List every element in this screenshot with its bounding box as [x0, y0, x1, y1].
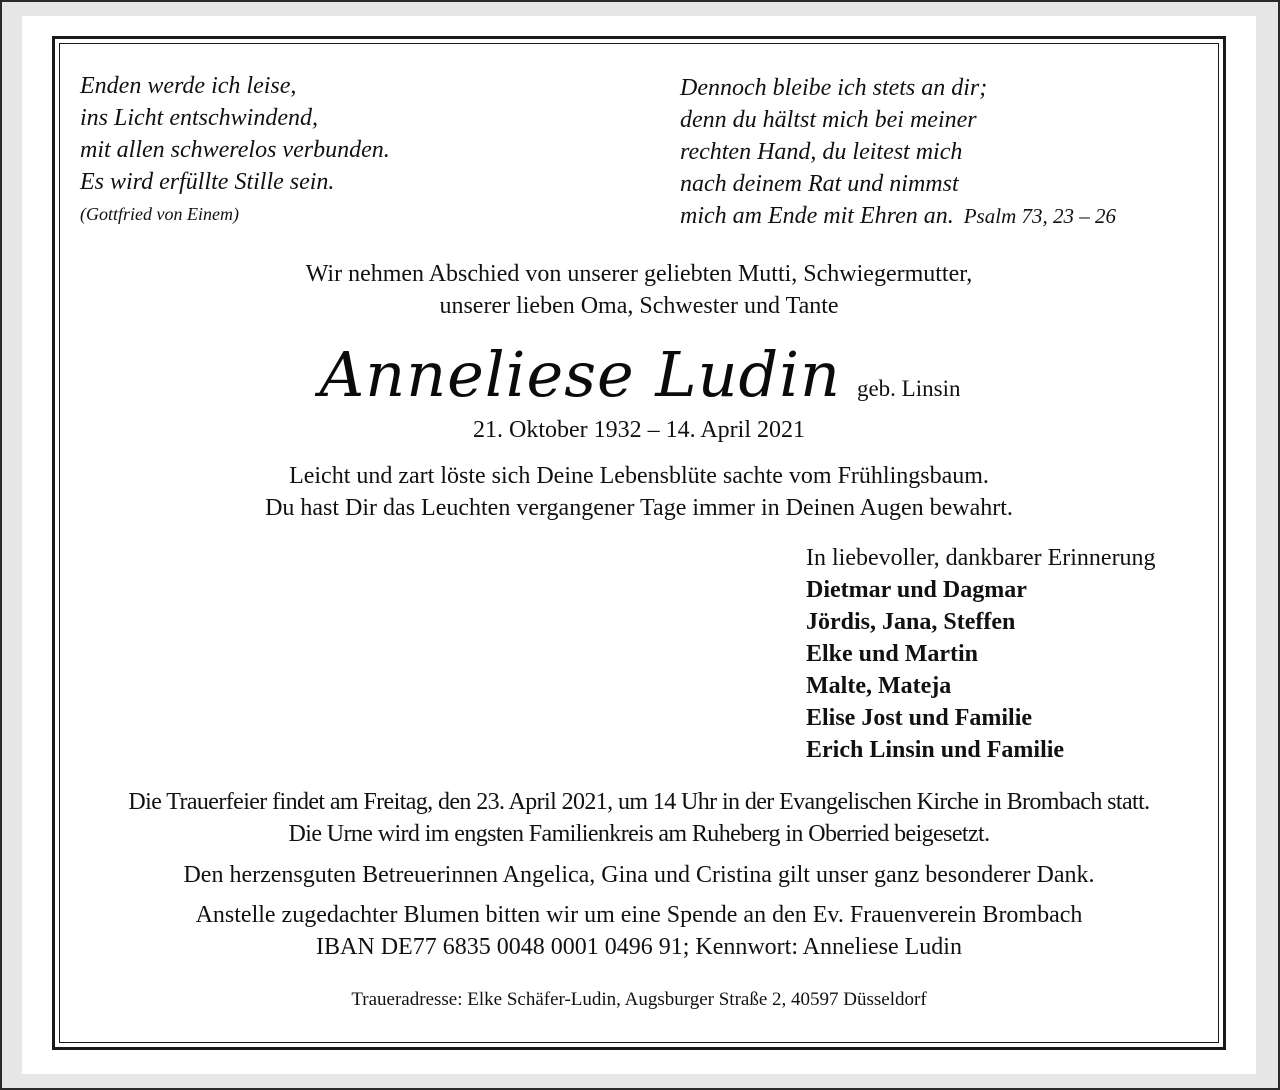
verse-left-attribution: (Gottfried von Einem): [80, 204, 239, 224]
family-member: Malte, Mateja: [806, 673, 952, 699]
ceremony-notice: [52, 786, 1226, 850]
family-member: Dietmar und Dagmar: [806, 577, 1027, 603]
intro-text: [52, 258, 1226, 322]
family-member: Jördis, Jana, Steffen: [806, 609, 1016, 635]
deceased-name-row: [0, 338, 1280, 411]
donation-notice: [52, 899, 1226, 963]
family-signature: [806, 542, 1156, 766]
verse-right-line: rechten Hand, du leitest mich: [680, 139, 963, 165]
psalm-reference: Psalm 73, 23 – 26: [963, 204, 1116, 228]
verse-left-line: Es wird erfüllte Stille sein.: [80, 169, 335, 195]
verse-right-last-line: [680, 200, 1116, 232]
intro-line: Wir nehmen Abschied von unserer geliebten Mutti, Schwiegermutter,: [305, 261, 973, 287]
donation-line: IBAN DE77 6835 0048 0001 0496 91; Kennwort: Anneliese Ludin: [316, 934, 962, 960]
tribute-line: Leicht und zart löste sich Deine Lebensblüte sachte vom Frühlingsbaum.: [289, 463, 989, 489]
family-heading: In liebevoller, dankbarer Erinnerung: [806, 545, 1156, 571]
intro-line: unserer lieben Oma, Schwester und Tante: [439, 293, 839, 319]
verse-left-line: ins Licht entschwindend,: [80, 105, 318, 131]
thanks-notice: Den herzensguten Betreuerinnen Angelica, Gina und Cristina gilt unser ganz besonderer Dank.: [183, 862, 1095, 888]
donation-line: Anstelle zugedachter Blumen bitten wir um eine Spende an den Ev. Frauenverein Brombach: [195, 902, 1083, 928]
maiden-name: geb. Linsin: [856, 376, 961, 401]
tribute-text: [52, 460, 1226, 524]
ceremony-line: Die Urne wird im engsten Familienkreis am Ruheberg in Oberried beigesetzt.: [288, 821, 990, 847]
mourning-address: Traueradresse: Elke Schäfer-Ludin, Augsburger Straße 2, 40597 Düsseldorf: [351, 989, 927, 1010]
verse-right: [680, 72, 1116, 232]
tribute-line: Du hast Dir das Leuchten vergangener Tage immer in Deinen Augen bewahrt.: [265, 495, 1013, 521]
verse-left: [80, 70, 390, 230]
verse-right-line: Dennoch bleibe ich stets an dir;: [680, 75, 988, 101]
verse-left-line: Enden werde ich leise,: [80, 73, 297, 99]
verse-right-line: mich am Ende mit Ehren an.: [680, 203, 954, 229]
verse-right-line: nach deinem Rat und nimmst: [680, 171, 959, 197]
ceremony-line: Die Trauerfeier findet am Freitag, den 23. April 2021, um 14 Uhr in der Evangelischen Kirche in Brombach statt.: [128, 789, 1150, 815]
family-member: Elke und Martin: [806, 641, 979, 667]
family-member: Erich Linsin und Familie: [806, 737, 1065, 763]
family-member: Elise Jost und Familie: [806, 705, 1033, 731]
verse-right-line: denn du hältst mich bei meiner: [680, 107, 977, 133]
deceased-name: Anneliese Ludin: [319, 338, 841, 411]
verse-left-line: mit allen schwerelos verbunden.: [80, 137, 390, 163]
life-dates: 21. Oktober 1932 – 14. April 2021: [473, 417, 805, 443]
